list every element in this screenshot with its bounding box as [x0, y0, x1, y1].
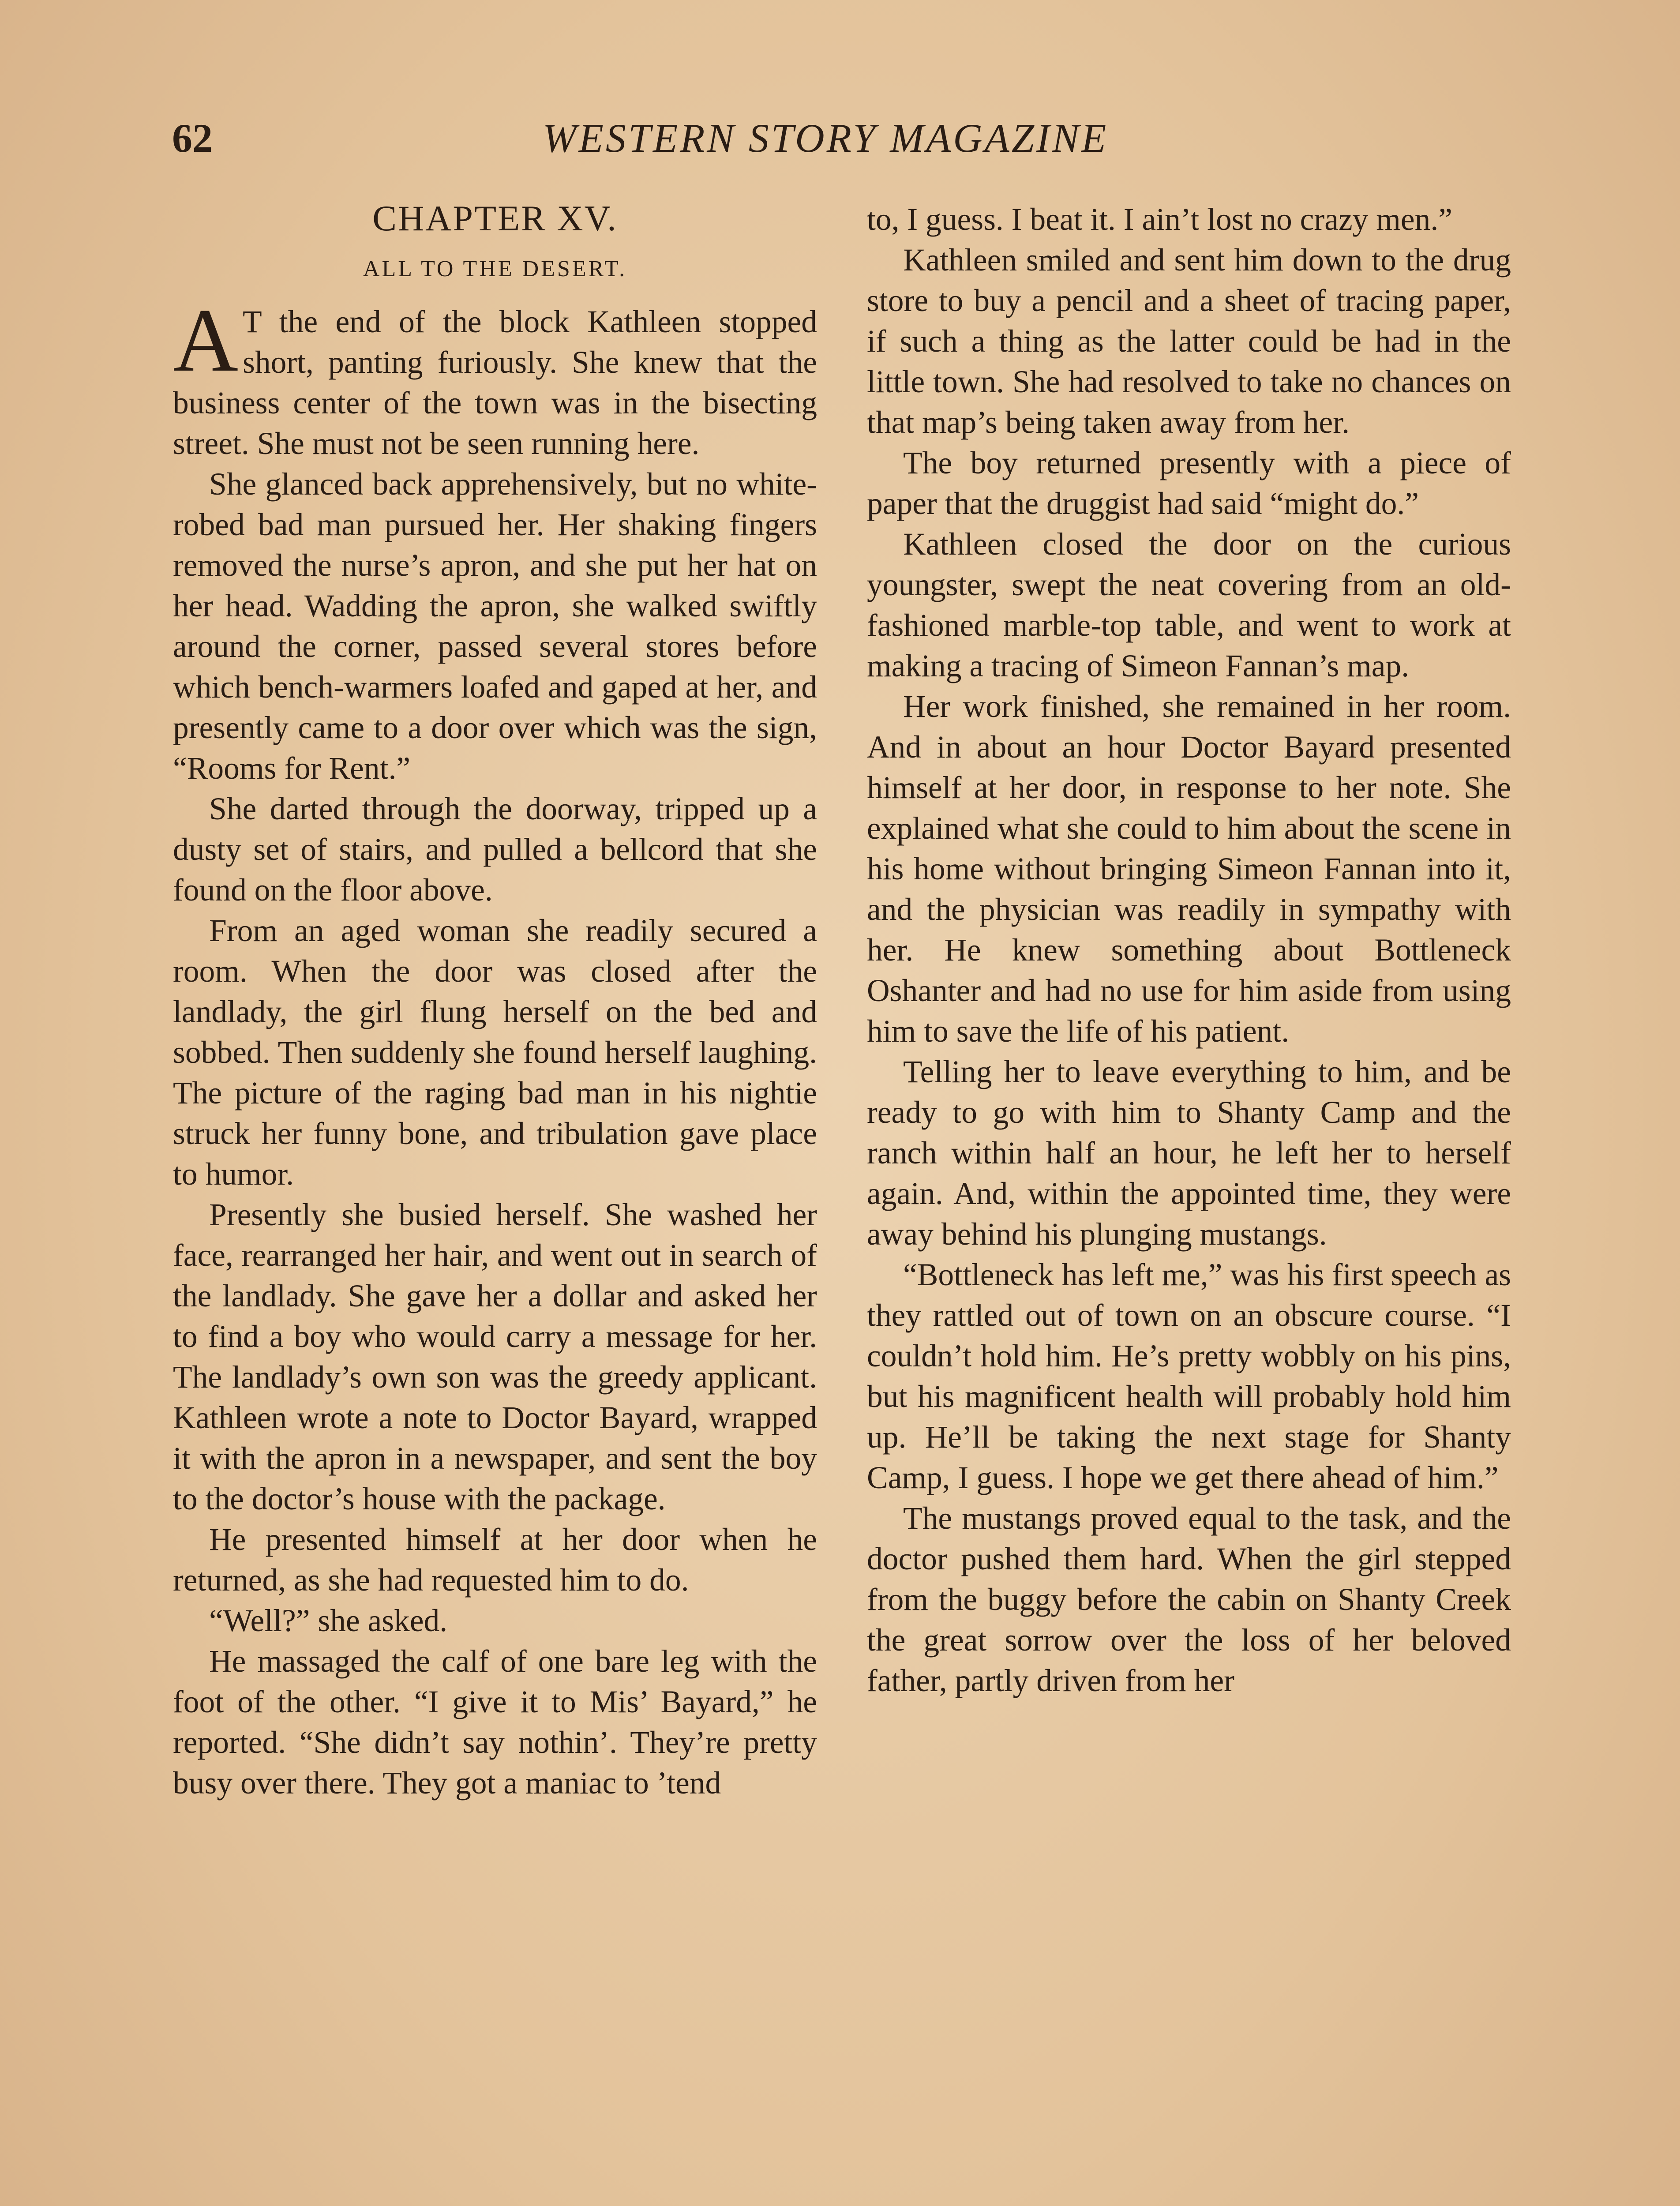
paragraph: She glanced back apprehensively, but no white-robed bad man pursued her. Her shaking fingers removed the nurse’s apron, and she put her hat on her head. Wadding the apron, she walked swiftly around the corner, passed several stores before which bench-warmers loafed and gaped at her, and presently came to a door over which was the sign, “Rooms for Rent.”: [173, 467, 817, 786]
paragraph: Presently she busied herself. She washed her face, rearranged her hair, and went out in search of the landlady. She gave her a dollar and asked her to find a boy who would carry a message for her. The landlady’s own son was the greedy applicant. Kathleen wrote a note to Doctor Bayard, wrapped it with the apron in a newspaper, and sent the boy to the doctor’s house with the package.: [173, 1197, 817, 1516]
chapter-subtitle: ALL TO THE DESERT.: [363, 256, 627, 281]
paragraph: She darted through the doorway, tripped up a dusty set of stairs, and pulled a bellcord that she found on the floor above.: [173, 792, 817, 908]
chapter-title: CHAPTER XV.: [372, 198, 618, 238]
paragraph: The boy returned presently with a piece of paper that the druggist had said “might do.”: [867, 446, 1511, 521]
paragraph: He massaged the calf of one bare leg with the foot of the other. “I give it to Mis’ Bayard,” he reported. “She didn’t say nothin’. They’re pretty busy over there. They got a maniac to ’tend: [173, 1644, 817, 1801]
page-number: 62: [172, 116, 213, 161]
paragraph: He presented himself at her door when he returned, as she had requested him to do.: [173, 1522, 817, 1598]
paragraph: The mustangs proved equal to the task, and the doctor pushed them hard. When the girl stepped from the buggy before the cabin on Shanty Creek the great sorrow over the loss of her beloved father, partly driven from her: [867, 1501, 1511, 1698]
drop-cap: A: [173, 290, 239, 390]
paragraph: Telling her to leave everything to him, and be ready to go with him to Shanty Camp and the ranch within half an hour, he left her to herself again. And, within the appointed time, they were away behind his plunging mustangs.: [867, 1054, 1511, 1252]
paragraph: Kathleen closed the door on the curious youngster, swept the neat covering from an old-fashioned marble-top table, and went to work at making a tracing of Simeon Fannan’s map.: [867, 527, 1511, 683]
first-paragraph: [173, 290, 817, 464]
paragraph: Kathleen smiled and sent him down to the drug store to buy a pencil and a sheet of tracing paper, if such a thing as the latter could be had in the little town. She had resolved to take no chances on that map’s being taken away from her.: [867, 243, 1511, 440]
paragraph: From an aged woman she readily secured a room. When the door was closed after the landlady, the girl flung herself on the bed and sobbed. Then suddenly she found herself laughing. The picture of the raging bad man in his nightie struck her funny bone, and tribulation gave place to humor.: [173, 913, 817, 1192]
right-column: [867, 199, 1511, 1701]
paragraph: Her work finished, she remained in her room. And in about an hour Doctor Bayard presented himself at her door, in response to her note. She explained what she could to him about the scene in his home without bringing Simeon Fannan into it, and the physician was readily in sympathy with her. He knew something about Bottleneck Oshanter and had no use for him aside from using him to save the life of his patient.: [867, 689, 1511, 1049]
page-header: [0, 115, 1680, 176]
continued-paragraph: to, I guess. I beat it. I ain’t lost no crazy men.”: [867, 202, 1453, 237]
magazine-title: WESTERN STORY MAGAZINE: [543, 116, 1109, 161]
paragraph: “Well?” she asked.: [209, 1603, 448, 1638]
first-paragraph-text: T the end of the block Kathleen stopped short, panting furiously. She knew that the business center of the town was in the bisecting street. She must not be seen running here.: [173, 304, 817, 461]
left-column: [173, 194, 817, 1804]
paragraph: “Bottleneck has left me,” was his first speech as they rattled out of town on an obscure course. “I couldn’t hold him. He’s pretty wobbly on his pins, but his magnificent health will probably hold him up. He’ll be taking the next stage for Shanty Camp, I guess. I hope we get there ahead of him.”: [867, 1257, 1511, 1495]
